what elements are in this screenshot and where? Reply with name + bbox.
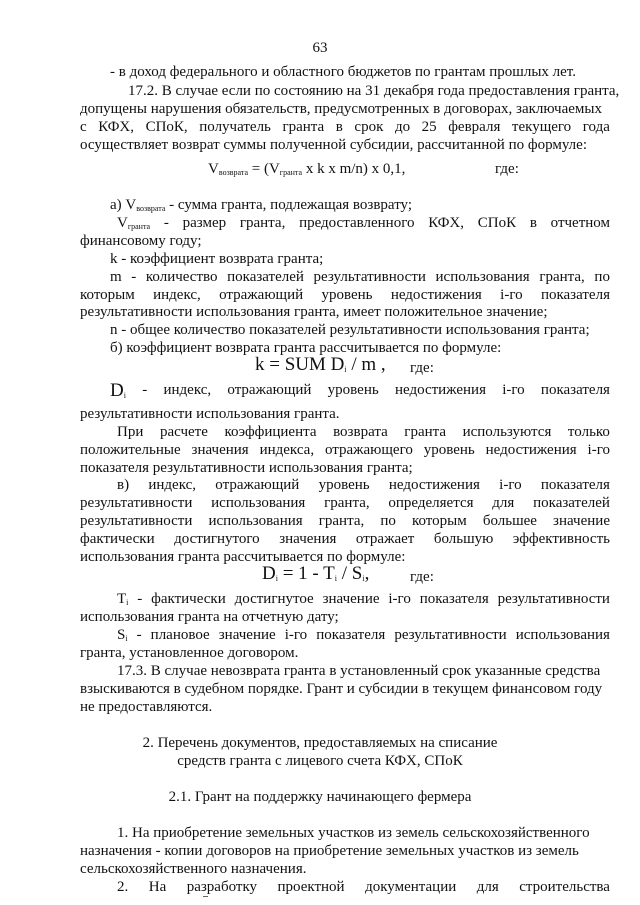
word: результативности [313,269,426,285]
word: индекс, [148,477,197,493]
word: отражающий [227,382,312,398]
paragraph-line: 17.3. В случае невозврата гранта в установленный срок указанные средства [117,663,601,679]
word: количество [145,269,218,285]
word: гранта, [239,215,286,231]
word: уровень [423,442,475,458]
paragraph-line: 17.2. В случае если по состоянию на 31 декабря года предоставления гранта, [128,83,620,99]
justified-line [110,269,610,287]
definition-line: n - общее количество показателей результативности использования гранта; [110,322,590,338]
word: для [492,495,515,511]
word: предоставленного [299,215,415,231]
paragraph-line: результативности использования гранта. [80,406,340,422]
word: проектной [277,879,345,895]
paragraph-line: не предоставляются. [80,699,213,715]
word: использования [515,627,610,643]
word: которым [411,513,467,529]
word: для [476,879,499,895]
justified-line [80,495,610,513]
word: значение [553,513,610,529]
word: по [594,269,610,285]
word: используются [462,424,552,440]
word: определяется [388,495,474,511]
word: отчетном [550,215,610,231]
word: по [380,513,396,529]
word: недостижения [388,477,480,493]
word: в [335,119,343,135]
paragraph-line: 1. На приобретение земельных участков из земель сельскохозяйственного [117,825,590,841]
justified-line [80,513,610,531]
word: только [567,424,610,440]
word: возврата [333,424,388,440]
word: индекс, [163,382,212,398]
word: отражающего [324,442,413,458]
scan-mark [203,896,208,897]
word: до [394,119,411,135]
paragraph-line: б) коэффициент возврата гранта рассчитывается по формуле: [110,340,502,356]
definition-line: $D_i$ - индекс, отражающий уровень недостижения i-го показателя [110,380,610,401]
paragraph-line: использования гранта рассчитывается по формуле: [80,549,406,565]
paragraph-line: назначения - копии договоров на приобретение земельных участков из земель [80,843,579,859]
word: i-го [499,477,522,493]
word: с [80,119,87,135]
word: отражает [355,531,415,547]
word: i-го [500,287,523,303]
word: i-го [502,382,525,398]
word: гранта, [318,513,365,529]
word: - [163,215,169,231]
word: 25 [421,119,437,135]
word: года [582,119,610,135]
formula-return-amount: $V_{возврата} = (V_{гранта}$ x k x m/n) x 0,1, [208,161,406,177]
justified-line [80,442,610,460]
word: гранта [282,119,325,135]
word: показателя [316,627,386,643]
word: КФХ, [428,215,464,231]
word: большую [433,531,494,547]
word: получатель [199,119,271,135]
word: - [137,591,143,607]
word: уровень [327,382,379,398]
word: i-го [587,442,610,458]
word: недостижения [485,442,577,458]
word: текущего [511,119,572,135]
word: гранта, [324,495,370,511]
justified-line [117,477,610,495]
word: отражающий [219,287,304,303]
word: документации [365,879,457,895]
word: февраля [448,119,501,135]
word: строительства [519,879,610,895]
word: значение [322,591,380,607]
word: фактически [80,531,155,547]
word: достигнутого [174,531,260,547]
word: фактически [151,591,226,607]
word: результативности [80,495,193,511]
paragraph-line: использования гранта на отчетную дату; [80,609,339,625]
word: в) [117,477,130,493]
word: результативности [80,513,193,529]
formula-where-label: где: [410,569,434,585]
formula-where-label: где: [410,360,434,376]
word: размер [182,215,227,231]
word: - [136,627,142,643]
paragraph-line: допущены нарушения обязательств, предусмотренных в договорах, заключаемых [80,101,602,117]
justified-line [117,424,610,442]
word: использования [208,513,303,529]
word: в [529,215,537,231]
word: При [117,424,144,440]
word: показателя [540,287,610,303]
word: гранта, [539,269,585,285]
word: достигнутое [234,591,314,607]
paragraph-line: осуществляет возврат суммы полученной субсидии, рассчитанной по формуле: [80,137,587,153]
word: уровень [318,477,370,493]
word: значения [279,531,337,547]
definition-line: $V_{гранта}$ - размер гранта, предоставленного КФХ, СПоК в отчетном [117,215,610,231]
word: i-го [284,627,308,643]
justified-line [80,119,610,137]
paragraph-line: гранта, установленное договором. [80,645,299,661]
word: СПоК [477,215,517,231]
word: уровень [321,287,373,303]
word: недостижения [390,287,482,303]
justified-line [117,879,610,897]
word: коэффициента [224,424,317,440]
word: значения [191,442,249,458]
word: гранта [404,424,447,440]
definition-line: а) $V_{возврата}$ - сумма гранта, подлежащая возврату; [110,197,413,213]
word: показателя [540,477,610,493]
word: большее [482,513,537,529]
paragraph-line: взыскиваются в судебном порядке. Грант и субсидии в текущем финансовом году [80,681,603,697]
word: расчете [159,424,208,440]
word: которым [80,287,135,303]
section-heading: средств гранта с лицевого счета КФХ, СПоК [177,753,463,769]
paragraph-line: - в доход федерального и областного бюджетов по грантам прошлых лет. [110,64,576,80]
paragraph-line: сельскохозяйственного назначения. [80,861,307,877]
word: недостижения [394,382,486,398]
word: - [142,382,148,398]
word: разработку [186,879,258,895]
word: показателей [227,269,304,285]
word: результативности [394,627,507,643]
word: использования [435,269,530,285]
word: показателя [540,382,610,398]
subsection-heading: 2.1. Грант на поддержку начинающего фермера [168,789,472,805]
word: показателя [419,591,489,607]
word: - [131,269,137,285]
word: использования [211,495,306,511]
formula-index: $D_i = 1 - T_i / S_i$, [262,563,370,584]
formula-where-label: где: [495,161,519,177]
word: индекс, [153,287,201,303]
word: отражающий [215,477,300,493]
section-heading: 2. Перечень документов, предоставляемых на списание [142,735,498,751]
word: срок [354,119,384,135]
definition-line: $T_i$ - фактически достигнутое значение i-го показателя результативности [117,591,610,607]
word: i-го [388,591,411,607]
word: положительные [80,442,181,458]
word: показателей [533,495,610,511]
word: СПоК, [145,119,188,135]
word: значение [218,627,276,643]
word: 2. [117,879,129,895]
definition-line: $S_i$ - плановое значение i-го показателя результативности использования [117,627,610,643]
paragraph-line: финансовому году; [80,233,202,249]
justified-line [80,531,610,549]
paragraph-line: результативности использования гранта, имеет положительное значение; [80,304,548,320]
word: m [110,269,122,285]
justified-line [80,287,610,305]
word: КФХ, [98,119,135,135]
word: На [148,879,167,895]
word: результативности [497,591,610,607]
word: индекса, [259,442,315,458]
page-number: 63 [312,40,328,56]
formula-coefficient: k = SUM $D_i$ / m , [255,354,386,375]
word: эффективность [512,531,610,547]
paragraph-line: показателя результативности использования гранта; [80,460,413,476]
definition-line: k - коэффициент возврата гранта; [110,251,324,267]
word: плановое [150,627,210,643]
